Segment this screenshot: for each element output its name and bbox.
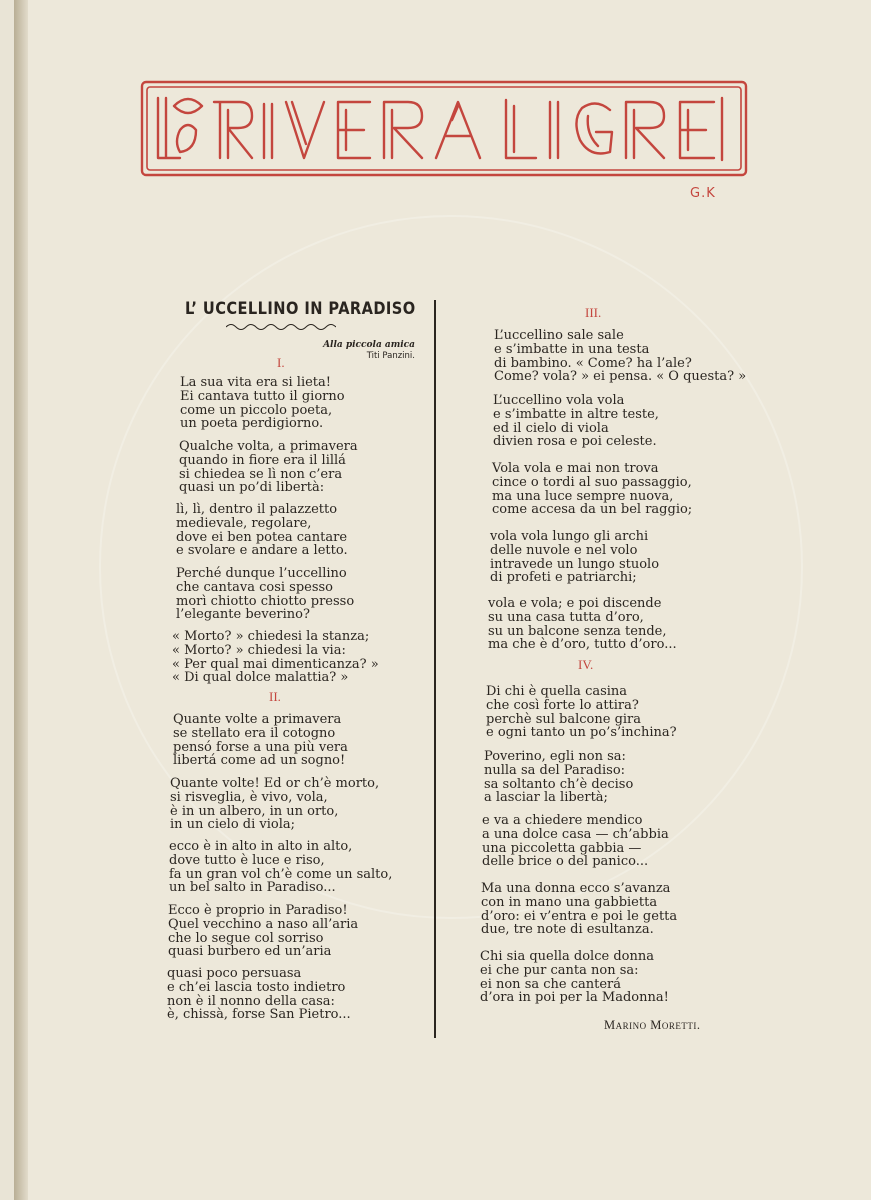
verse-line: delle brice o del panico... (482, 854, 649, 870)
stanza (480, 950, 669, 1005)
verse-line: a una dolce casa — ch’abbia (482, 826, 669, 842)
stanza (168, 904, 358, 959)
verse-line: e s’imbatte in altre teste, (493, 406, 659, 422)
verse-line: come un piccolo poeta, (180, 402, 333, 418)
verse-line: Ecco è proprio in Paradiso! (168, 903, 348, 918)
verse-line: L’uccellino vola vola (493, 393, 625, 408)
verse-line: lì, lì, dentro il palazzetto (176, 502, 338, 517)
stanza (492, 462, 692, 517)
verse-line: dove ei ben potea cantare (176, 529, 348, 545)
verse-line: come accesa da un bel raggio; (492, 502, 693, 518)
verse-line: in un cielo di viola; (170, 817, 296, 833)
verse-line: cince o tordi al suo passaggio, (492, 474, 692, 490)
stanza (488, 597, 677, 652)
verse-line: quasi burbero ed un’aria (168, 944, 332, 960)
dedication-line-2: Titi Panzini. (366, 351, 415, 361)
verse-line: « Di qual dolce malattia? » (172, 670, 349, 686)
verse-line: intravede un lungo stuolo (490, 556, 660, 572)
stanza (170, 777, 379, 832)
verse-line: ma una luce sempre nuova, (492, 488, 674, 504)
stanza (179, 440, 358, 495)
verse-line: ed il cielo di viola (493, 420, 609, 436)
title-ornament (226, 322, 336, 332)
verse-line: Come? vola? » ei pensa. « O questa? » (494, 369, 747, 385)
page-edge (14, 0, 28, 1200)
stanza (493, 394, 659, 449)
verse-line: che lo segue col sorriso (168, 930, 324, 946)
verse-line: quasi un po’di libertà: (179, 480, 325, 496)
masthead-logo (140, 80, 748, 177)
verse-line: se stellato era il cotogno (173, 725, 336, 741)
stanza (176, 503, 348, 558)
verse-line: con in mano una gabbietta (481, 894, 658, 910)
verse-line: ecco è in alto in alto in alto, (169, 839, 353, 854)
verse-line: Quel vecchino a naso all’aria (168, 916, 359, 932)
verse-line: La sua vita era si lieta! (180, 375, 332, 390)
section-numeral-1: I. (277, 355, 285, 370)
verse-line: Ma una donna ecco s’avanza (481, 881, 671, 896)
verse-line: una piccoletta gabbia — (482, 840, 642, 856)
poem-title: L’ UCCELLINO IN PARADISO (185, 299, 416, 319)
verse-line: vola vola lungo gli archi (490, 529, 649, 544)
verse-line: si risveglia, è vivo, vola, (170, 789, 328, 805)
verse-line: a lasciar la libertà; (484, 790, 608, 806)
verse-line: di profeti e patriarchi; (490, 570, 637, 586)
verse-line: Perché dunque l’uccellino (176, 566, 347, 581)
stanza (486, 685, 677, 740)
section-numeral-2: II. (269, 689, 281, 704)
stanza (172, 630, 379, 685)
page (14, 0, 871, 1200)
verse-line: divien rosa e poi celeste. (493, 434, 657, 450)
verse-line: ei che pur canta non sa: (480, 962, 639, 978)
verse-line: delle nuvole e nel volo (490, 542, 638, 558)
verse-line: e va a chiedere mendico (482, 813, 643, 828)
verse-line: Poverino, egli non sa: (484, 749, 626, 764)
verse-line: si chiedea se lì non c’era (179, 466, 343, 482)
verse-line: Quante volte a primavera (173, 712, 342, 727)
verse-line: « Morto? » chiedesi la via: (172, 642, 346, 658)
illustrator-signature: G.K (690, 186, 716, 201)
verse-line: e svolare e andare a letto. (176, 543, 348, 559)
stanza (494, 329, 746, 384)
verse-line: Vola vola e mai non trova (492, 461, 659, 476)
verse-line: e ogni tanto un po’s’inchina? (486, 725, 677, 741)
verse-line: un poeta perdigiorno. (180, 416, 324, 432)
verse-line: quasi poco persuasa (167, 966, 302, 981)
verse-line: e ch’ei lascia tosto indietro (167, 979, 346, 995)
column-divider (434, 300, 436, 1038)
verse-line: due, tre note di esultanza. (481, 922, 654, 938)
verse-line: morì chiotto chiotto presso (176, 593, 355, 609)
verse-line: pensó forse a una più vera (173, 739, 348, 755)
stanza (176, 567, 354, 622)
verse-line: sa soltanto ch’è deciso (484, 776, 634, 792)
verse-line: d’ora in poi per la Madonna! (480, 990, 669, 1006)
verse-line: ma che è d’oro, tutto d’oro... (488, 637, 677, 653)
verse-line: « Morto? » chiedesi la stanza; (172, 629, 370, 644)
stanza (173, 713, 348, 768)
verse-line: libertá come ad un sogno! (173, 753, 346, 769)
verse-line: Chi sia quella dolce donna (480, 949, 654, 964)
verse-line: dove tutto è luce e riso, (169, 852, 325, 868)
verse-line: un bel salto in Paradiso... (169, 880, 336, 896)
verse-line: su una casa tutta d’oro, (488, 609, 644, 625)
verse-line: « Per qual mai dimenticanza? » (172, 656, 379, 672)
verse-line: vola e vola; e poi discende (488, 596, 662, 611)
verse-line: fa un gran vol ch’è come un salto, (169, 866, 393, 882)
verse-line: medievale, regolare, (176, 515, 312, 531)
verse-line: e s’imbatte in una testa (494, 341, 650, 357)
verse-line: che cantava cosi spesso (176, 579, 334, 595)
stanza (484, 750, 633, 805)
stanza (167, 967, 351, 1022)
stanza (490, 530, 659, 585)
stanza (481, 882, 677, 937)
verse-line: Ei cantava tutto il giorno (180, 388, 345, 404)
dedication-line-1: Alla piccola amica (323, 340, 415, 350)
verse-line: su un balcone senza tende, (488, 623, 667, 639)
verse-line: d’oro: ei v’entra e poi le getta (481, 908, 678, 924)
verse-line: Quante volte! Ed or ch’è morto, (170, 776, 380, 791)
verse-line: nulla sa del Paradiso: (484, 762, 626, 778)
verse-line: Qualche volta, a primavera (179, 439, 358, 454)
verse-line: perchè sul balcone gira (486, 711, 642, 727)
stanza (180, 376, 345, 431)
dedication (300, 340, 415, 362)
verse-line: è, chissà, forse San Pietro... (167, 1007, 351, 1023)
verse-line: quando in fiore era il lillá (179, 452, 346, 468)
verse-line: ei non sa che canterá (480, 976, 622, 992)
section-numeral-3: III. (585, 305, 602, 320)
verse-line: di bambino. « Come? ha l’ale? (494, 355, 692, 371)
verse-line: L’uccellino sale sale (494, 328, 624, 343)
section-numeral-4: IV. (578, 657, 594, 672)
author-signature: Marino Moretti. (604, 1018, 701, 1032)
verse-line: Di chi è quella casina (486, 684, 628, 699)
verse-line: è in un albero, in un orto, (170, 803, 339, 819)
stanza (482, 814, 669, 869)
verse-line: che così forte lo attira? (486, 697, 639, 713)
stanza (169, 840, 392, 895)
verse-line: l’elegante beverino? (176, 607, 310, 623)
verse-line: non è il nonno della casa: (167, 993, 335, 1009)
